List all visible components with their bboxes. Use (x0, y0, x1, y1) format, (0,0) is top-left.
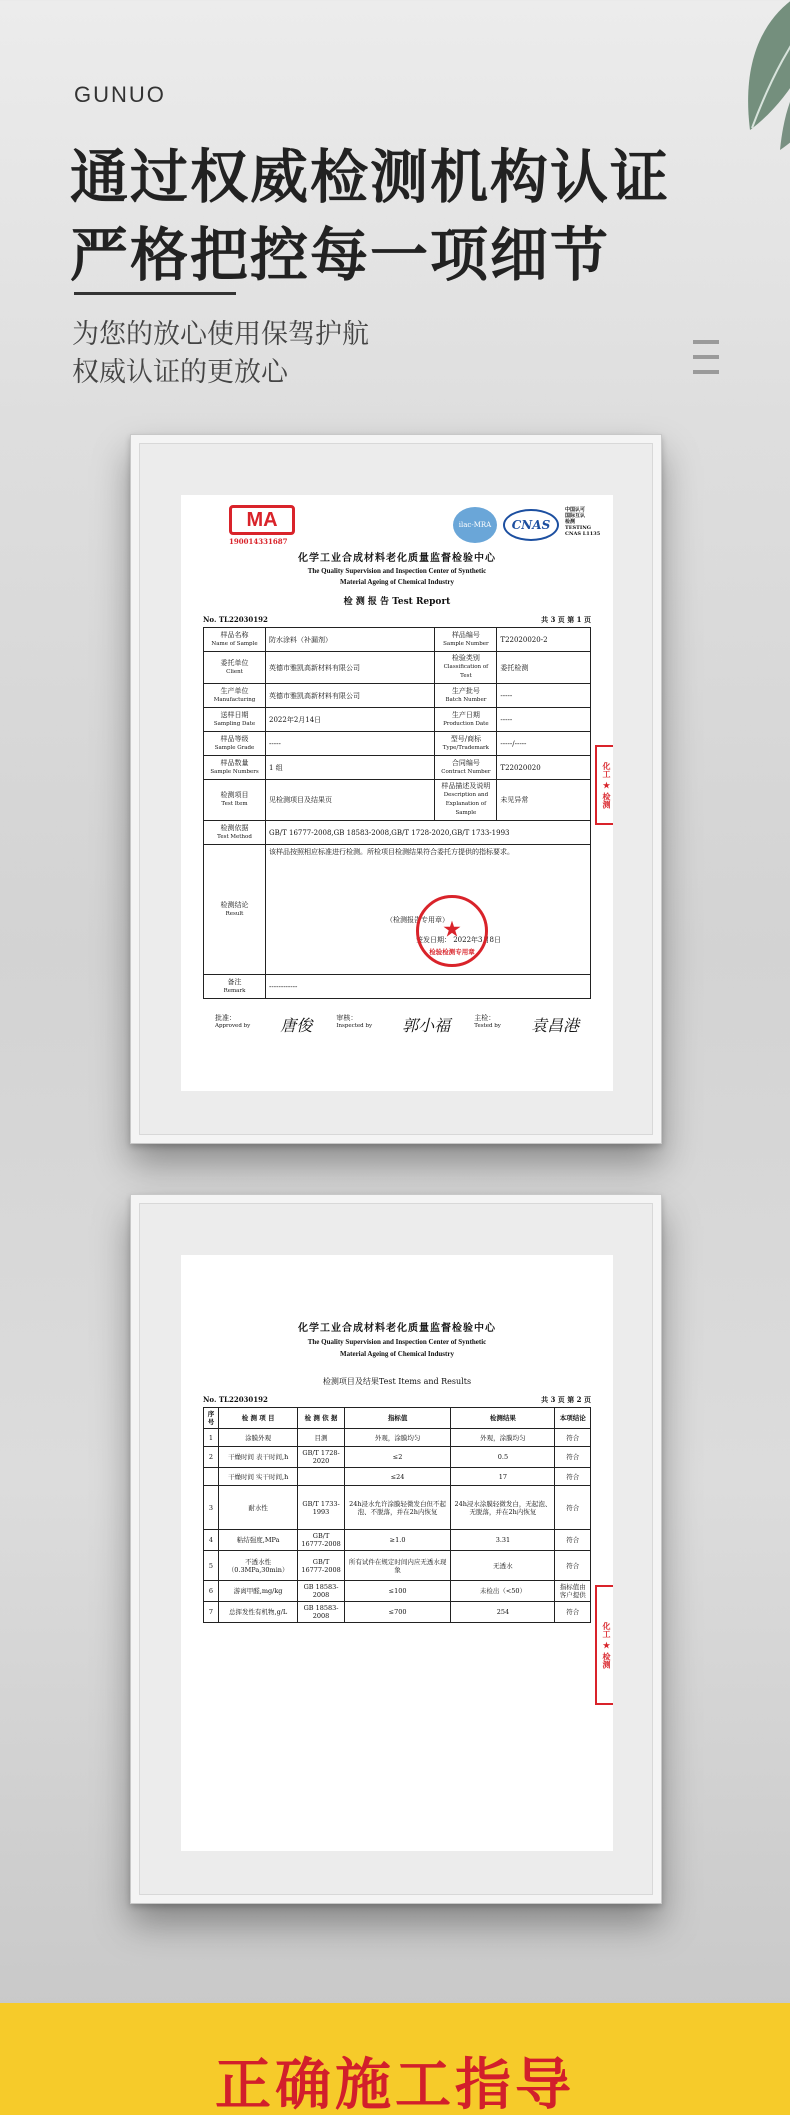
table-cell: ≤100 (344, 1581, 451, 1602)
report-row (204, 756, 591, 780)
cnas-logo: CNAS (503, 509, 559, 541)
headline-line-1: 通过权威检测机构认证 (70, 143, 671, 211)
field-label: 生产日期 Production Date (435, 708, 497, 732)
field-label: 样品等级 Sample Grade (204, 732, 266, 756)
table-cell: 24h浸水允许涂膜轻微发白但不起泡、不脱落，并在2h内恢复 (344, 1486, 451, 1530)
field-value: 2022年2月14日 (266, 708, 435, 732)
field-label: 样品编号 Sample Number (435, 628, 497, 652)
table-cell: 干燥时间 实干时间,h (218, 1468, 297, 1486)
table-row (204, 1530, 591, 1551)
table-cell: 外观，涂膜均匀 (451, 1429, 555, 1447)
table-cell: GB 18583-2008 (298, 1581, 344, 1602)
table-cell: ≤24 (344, 1468, 451, 1486)
table-row (204, 1486, 591, 1530)
column-header: 本项结论 (555, 1408, 591, 1429)
field-label: 型号/商标 Type/Trademark (435, 732, 497, 756)
table-cell: 2 (204, 1447, 219, 1468)
field-value: 英德市雅凯高新材料有限公司 (266, 684, 435, 708)
tested-signature: 袁昌港 (530, 1016, 579, 1035)
ma-logo: MA (229, 505, 295, 535)
report-row (204, 780, 591, 821)
approved-signature: 唐俊 (280, 1016, 313, 1035)
results-title: 检测项目及结果Test Items and Results (322, 1377, 472, 1386)
sign-date: 签发日期： 2022年3月8日 (416, 936, 501, 944)
field-label: 样品名称 Name of Sample (204, 628, 266, 652)
table-cell: 不透水性（0.3MPa,30min） (218, 1551, 297, 1581)
column-header: 检 测 依 据 (298, 1408, 344, 1429)
table-cell: GB/T 1733-1993 (298, 1486, 344, 1530)
side-stamp: 化工 ★ 检测 (595, 745, 613, 825)
field-value: ----- (497, 708, 591, 732)
field-label: 合同编号 Contract Number (435, 756, 497, 780)
org-name-en-2: Material Ageing of Chemical Industry (340, 578, 454, 586)
side-stamp: 化工 ★ 检测 (595, 1585, 613, 1705)
field-value: T22020020-2 (497, 628, 591, 652)
leaf-decoration (680, 0, 790, 160)
org-name-en-2: Material Ageing of Chemical Industry (340, 1350, 454, 1358)
field-value: 英德市雅凯高新材料有限公司 (266, 652, 435, 684)
table-cell: GB/T 16777-2008 (298, 1530, 344, 1551)
table-cell: 符合 (555, 1429, 591, 1447)
certificate-frame-2 (130, 1194, 662, 1904)
field-value: -----/----- (497, 732, 591, 756)
table-cell: 7 (204, 1602, 219, 1623)
table-cell: 符合 (555, 1602, 591, 1623)
table-cell: 指标值由客户提供 (555, 1581, 591, 1602)
table-cell: 所有试件在规定时间内应无透水现象 (344, 1551, 451, 1581)
table-cell: 粘结强度,MPa (218, 1530, 297, 1551)
stamp-note: （检测报告专用章） (386, 916, 449, 924)
report-number: No. TL22030192 (203, 615, 268, 624)
menu-icon[interactable] (693, 340, 719, 380)
org-name-cn: 化学工业合成材料老化质量监督检验中心 (298, 1323, 496, 1334)
subtitle-line-2: 权威认证的更放心 (72, 357, 288, 388)
report-number: No. TL22030192 (203, 1395, 268, 1404)
table-cell: 游离甲醛,mg/kg (218, 1581, 297, 1602)
table-cell: 3.31 (451, 1530, 555, 1551)
field-value: 委托检测 (497, 652, 591, 684)
ilac-logo: ilac-MRA (453, 507, 497, 543)
report-row (204, 652, 591, 684)
table-row (204, 1551, 591, 1581)
field-value: 防水涂料（补漏剂） (266, 628, 435, 652)
field-value: T22020020 (497, 756, 591, 780)
results-table (203, 1407, 591, 1623)
column-header: 序号 (204, 1408, 219, 1429)
org-name-cn: 化学工业合成材料老化质量监督检验中心 (298, 553, 496, 564)
signature-row (203, 1013, 591, 1036)
ma-number: 190014331687 (229, 537, 288, 546)
report-meta (203, 1395, 591, 1405)
field-value: ----- (497, 684, 591, 708)
table-cell: 24h浸水涂膜轻微发白，无起泡、无脱落，并在2h内恢复 (451, 1486, 555, 1530)
table-cell: ≥1.0 (344, 1530, 451, 1551)
cnas-caption: 中国认可 国际互认 检测 TESTING CNAS L1135 (565, 507, 601, 537)
inspected-signature: 郭小福 (402, 1016, 451, 1035)
result-value: 该样品按照相应标准进行检测。所检项目检测结果符合委托方提供的指标要求。 (269, 848, 514, 856)
certificate-frame-1 (130, 434, 662, 1144)
table-cell: 目测 (298, 1429, 344, 1447)
table-cell: 未检出（<50） (451, 1581, 555, 1602)
brand-name: GUNUO (74, 82, 166, 107)
table-cell: 符合 (555, 1486, 591, 1530)
subtitle-line-1: 为您的放心使用保驾护航 (72, 319, 369, 350)
table-cell: 符合 (555, 1447, 591, 1468)
result-row: 检测结论 Result 该样品按照相应标准进行检测。所检项目检测结果符合委托方提供的指标要求。 （检测报告专用章） 签发日期： 2022年3月8日 ★ 检验检测专用章 (204, 845, 591, 975)
table-row (204, 1581, 591, 1602)
field-label: 生产批号 Batch Number (435, 684, 497, 708)
report-title: 检 测 报 告 Test Report (343, 597, 451, 607)
column-header: 指标值 (344, 1408, 451, 1429)
table-cell: 17 (451, 1468, 555, 1486)
report-row (204, 684, 591, 708)
field-label: 生产单位 Manufacturing (204, 684, 266, 708)
table-row (204, 1447, 591, 1468)
table-cell: 1 (204, 1429, 219, 1447)
subtitle (72, 316, 369, 392)
remark-value: ------------ (266, 975, 591, 999)
field-label: 检验类别 Classification of Test (435, 652, 497, 684)
table-cell: 0.5 (451, 1447, 555, 1468)
table-row (204, 1468, 591, 1486)
official-stamp: ★ 检验检测专用章 (416, 895, 488, 967)
field-value: ----- (266, 732, 435, 756)
table-cell: 涂膜外观 (218, 1429, 297, 1447)
method-value: GB/T 16777-2008,GB 18583-2008,GB/T 1728-2020,GB/T 1733-1993 (266, 821, 591, 845)
headline-line-2: 严格把控每一项细节 (70, 221, 611, 289)
page-number: 共 3 页 第 1 页 (541, 615, 591, 624)
org-name-en-1: The Quality Supervision and Inspection Center of Synthetic (307, 1338, 487, 1346)
table-cell: 外观，涂膜均匀 (344, 1429, 451, 1447)
approved-by: 批准： Approved by (215, 1014, 251, 1029)
field-label: 检测项目 Test Item (204, 780, 266, 821)
table-cell: 符合 (555, 1530, 591, 1551)
table-cell: 无透水 (451, 1551, 555, 1581)
report-table (203, 627, 591, 999)
logo-row (203, 505, 601, 549)
field-label: 样品描述及说明 Description and Explanation of Sample (435, 780, 497, 821)
table-cell: 254 (451, 1602, 555, 1623)
field-label: 样品数量 Sample Numbers (204, 756, 266, 780)
headline (70, 138, 670, 294)
table-cell: 符合 (555, 1468, 591, 1486)
table-cell (204, 1468, 219, 1486)
inspected-by: 审核： Inspected by (336, 1014, 373, 1029)
table-cell: 5 (204, 1551, 219, 1581)
table-cell: 总挥发性有机物,g/L (218, 1602, 297, 1623)
table-cell: GB 18583-2008 (298, 1602, 344, 1623)
method-row: 检测依据 Test Method GB/T 16777-2008,GB 18583-2008,GB/T 1728-2020,GB/T 1733-1993 (204, 821, 591, 845)
remark-row: 备注 Remark ------------ (204, 975, 591, 999)
table-cell: ≤700 (344, 1602, 451, 1623)
field-value: 1 组 (266, 756, 435, 780)
table-cell: GB/T 16777-2008 (298, 1551, 344, 1581)
report-row (204, 732, 591, 756)
report-row (204, 628, 591, 652)
table-cell: ≤2 (344, 1447, 451, 1468)
section-banner (0, 2003, 790, 2115)
report-row (204, 708, 591, 732)
table-row (204, 1602, 591, 1623)
test-report-page-1 (181, 495, 613, 1091)
table-row (204, 1429, 591, 1447)
field-value: 未见异常 (497, 780, 591, 821)
table-cell (298, 1468, 344, 1486)
table-cell: 3 (204, 1486, 219, 1530)
report-meta (203, 615, 591, 625)
test-report-page-2 (181, 1255, 613, 1851)
table-cell: 符合 (555, 1551, 591, 1581)
banner-title: 正确施工指导 (215, 2053, 575, 2115)
column-header: 检测结果 (451, 1408, 555, 1429)
org-name-en-1: The Quality Supervision and Inspection Center of Synthetic (307, 567, 487, 575)
page-number: 共 3 页 第 2 页 (541, 1395, 591, 1404)
headline-underline (74, 292, 236, 295)
table-cell: 耐水性 (218, 1486, 297, 1530)
table-cell: GB/T 1728-2020 (298, 1447, 344, 1468)
table-cell: 4 (204, 1530, 219, 1551)
table-cell: 6 (204, 1581, 219, 1602)
field-value: 见检测项目及结果页 (266, 780, 435, 821)
column-header: 检 测 项 目 (218, 1408, 297, 1429)
tested-by: 主检： Tested by (474, 1014, 501, 1029)
field-label: 委托单位 Client (204, 652, 266, 684)
field-label: 送样日期 Sampling Date (204, 708, 266, 732)
table-cell: 干燥时间 表干时间,h (218, 1447, 297, 1468)
